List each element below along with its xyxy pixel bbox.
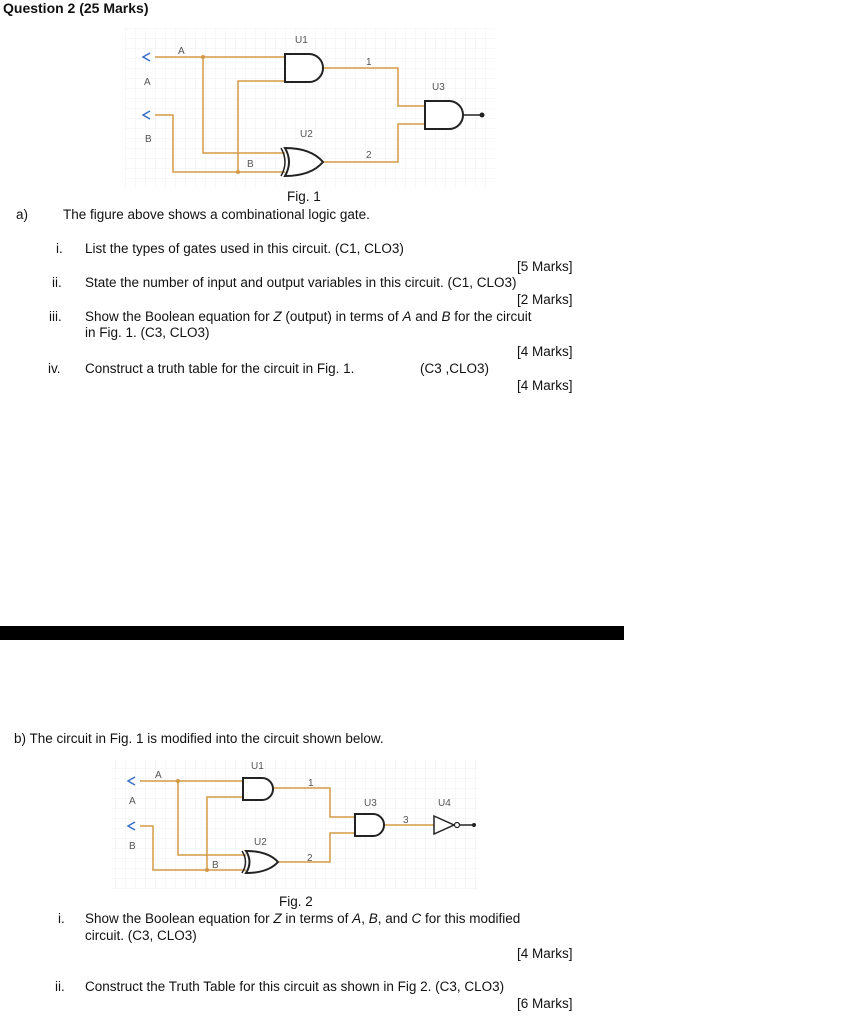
question-a-iv-ref: (C3 ,CLO3) [420, 361, 490, 376]
fig1-and-gate-u3 [425, 101, 463, 129]
part-a-intro: The figure above shows a combinational logic gate. [63, 207, 370, 222]
part-b-intro: b) The circuit in Fig. 1 is modified into the circuit shown below. [14, 731, 384, 746]
fig2-and-gate-u3 [355, 814, 384, 836]
question-a-iii-number: iii. [49, 309, 62, 324]
fig1-u3-label: U3 [432, 82, 445, 93]
question-a-iv-number: iv. [48, 361, 61, 376]
fig1-caption: Fig. 1 [287, 189, 321, 204]
fig1-output-node [480, 113, 485, 118]
question-a-ii-marks: [2 Marks] [517, 292, 573, 307]
fig2-net1-label: 1 [308, 778, 314, 789]
fig2-b-input-label: B [129, 841, 136, 852]
fig2-output-node [472, 823, 476, 827]
fig1-net1-label: 1 [366, 57, 372, 68]
question-title: Question 2 (25 Marks) [3, 0, 149, 16]
fig2-b-wire-label: B [212, 860, 219, 871]
fig2-u2-label: U2 [254, 837, 267, 848]
question-b-ii-number: ii. [55, 979, 65, 994]
question-a-iii-text: Show the Boolean equation for Z (output) in terms of A and B for the circuit [85, 309, 532, 324]
question-b-i-marks: [4 Marks] [517, 946, 573, 961]
fig1-b-input-label: B [145, 134, 152, 145]
fig1-a-input-label: A [144, 77, 151, 88]
redaction-bar [0, 626, 624, 640]
question-a-ii-text: State the number of input and output variables in this circuit. (C1, CLO3) [85, 275, 517, 290]
fig2-u1-label: U1 [251, 761, 264, 772]
fig1-u1-label: U1 [295, 35, 308, 46]
fig1-net2-label: 2 [366, 150, 372, 161]
question-a-iv-marks: [4 Marks] [517, 378, 573, 393]
fig1-b-wire-label: B [247, 159, 254, 170]
fig2-and-gate-u1 [243, 778, 273, 800]
part-a-label: a) [16, 207, 29, 222]
question-a-i-number: i. [56, 241, 63, 256]
fig2-net3-label: 3 [403, 815, 409, 826]
question-a-iv-text: Construct a truth table for the circuit in Fig. 1. [85, 361, 355, 376]
fig1-and-gate-u1 [285, 54, 323, 82]
question-b-i-number: i. [58, 911, 65, 926]
question-a-iii-text-line2: in Fig. 1. (C3, CLO3) [85, 325, 210, 340]
fig1-u2-label: U2 [300, 129, 313, 140]
question-b-ii-text: Construct the Truth Table for this circuit as shown in Fig 2. (C3, CLO3) [85, 979, 505, 994]
fig2-net2-label: 2 [307, 853, 313, 864]
question-a-i-text: List the types of gates used in this circuit. (C1, CLO3) [85, 241, 404, 256]
fig2-u4-label: U4 [438, 798, 451, 809]
question-a-i-marks: [5 Marks] [517, 259, 573, 274]
question-a-ii-number: ii. [52, 275, 62, 290]
fig1-a-wire-label: A [178, 46, 185, 57]
question-b-i-text-line2: circuit. (C3, CLO3) [85, 928, 197, 943]
question-b-i-text: Show the Boolean equation for Z in terms of A, B, and C for this modified [85, 911, 521, 926]
question-b-ii-marks: [6 Marks] [517, 996, 573, 1011]
question-a-iii-marks: [4 Marks] [517, 344, 573, 359]
fig2-a-input-label: A [129, 796, 136, 807]
fig2-caption: Fig. 2 [279, 894, 313, 909]
fig2-a-wire-label: A [155, 770, 162, 781]
fig2-u3-label: U3 [364, 798, 377, 809]
